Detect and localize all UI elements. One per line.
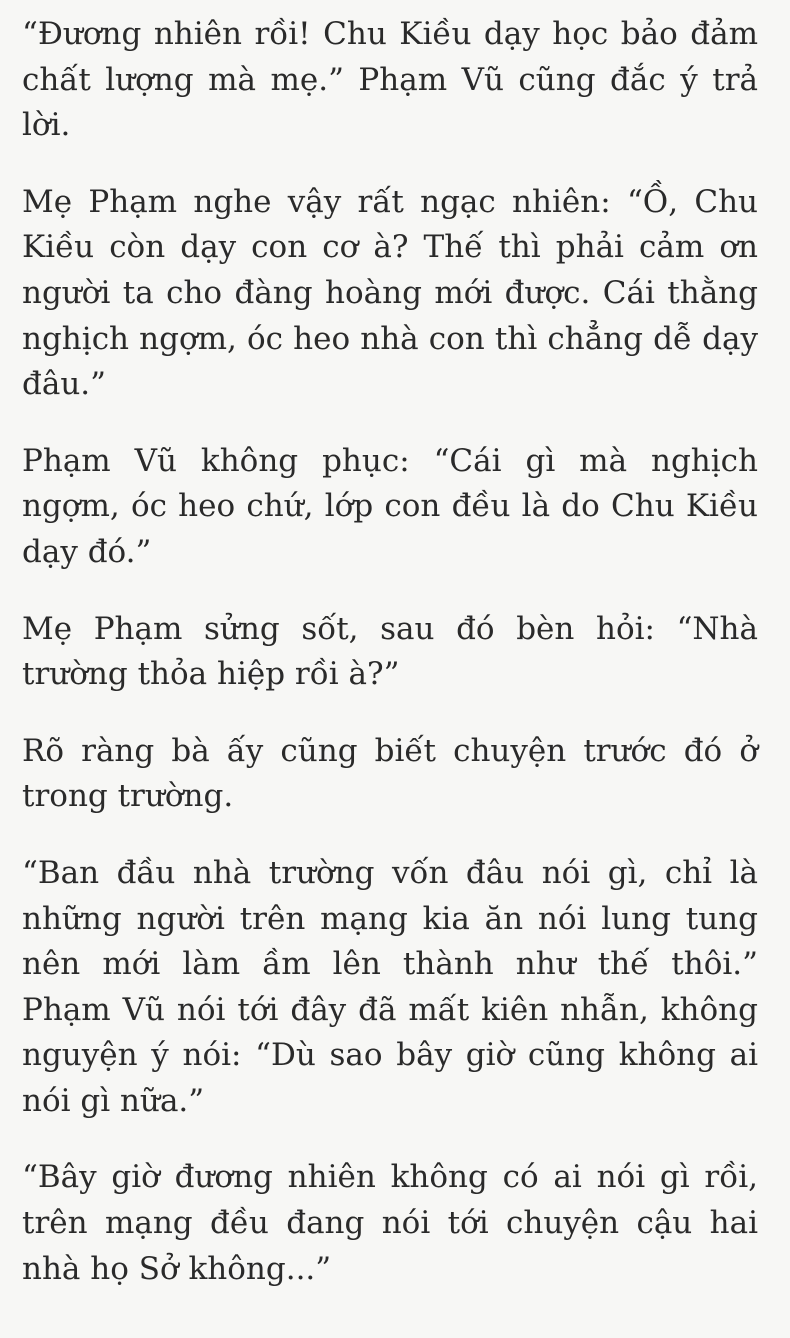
paragraph-2: Mẹ Phạm nghe vậy rất ngạc nhiên: “Ồ, Chu Kiều còn dạy con cơ à? Thế thì phải cảm ơn người ta cho đàng hoàng mới được. Cái thằng nghịch ngợm, óc heo nhà con thì chẳng dễ dạy đâu.”: [22, 183, 758, 403]
paragraph-1: “Đương nhiên rồi! Chu Kiều dạy học bảo đảm chất lượng mà mẹ.” Phạm Vũ cũng đắc ý trả lời.: [22, 16, 758, 144]
paragraph-6: “Ban đầu nhà trường vốn đâu nói gì, chỉ là những người trên mạng kia ăn nói lung tung nên mới làm ầm lên thành như thế thôi.” Phạm Vũ nói tới đây đã mất kiên nhẫn, không nguyện ý nói: “Dù sao bây giờ cũng không ai nói gì nữa.”: [22, 854, 758, 1119]
paragraph-3: Phạm Vũ không phục: “Cái gì mà nghịch ngợm, óc heo chứ, lớp con đều là do Chu Kiều dạy đó.”: [22, 442, 758, 570]
paragraph-7: “Bây giờ đương nhiên không có ai nói gì rồi, trên mạng đều đang nói tới chuyện cậu hai nhà họ Sở không...”: [22, 1159, 758, 1287]
paragraph-4: Mẹ Phạm sửng sốt, sau đó bèn hỏi: “Nhà trường thỏa hiệp rồi à?”: [22, 610, 758, 693]
paragraph-5: Rõ ràng bà ấy cũng biết chuyện trước đó ở trong trường.: [22, 732, 758, 815]
